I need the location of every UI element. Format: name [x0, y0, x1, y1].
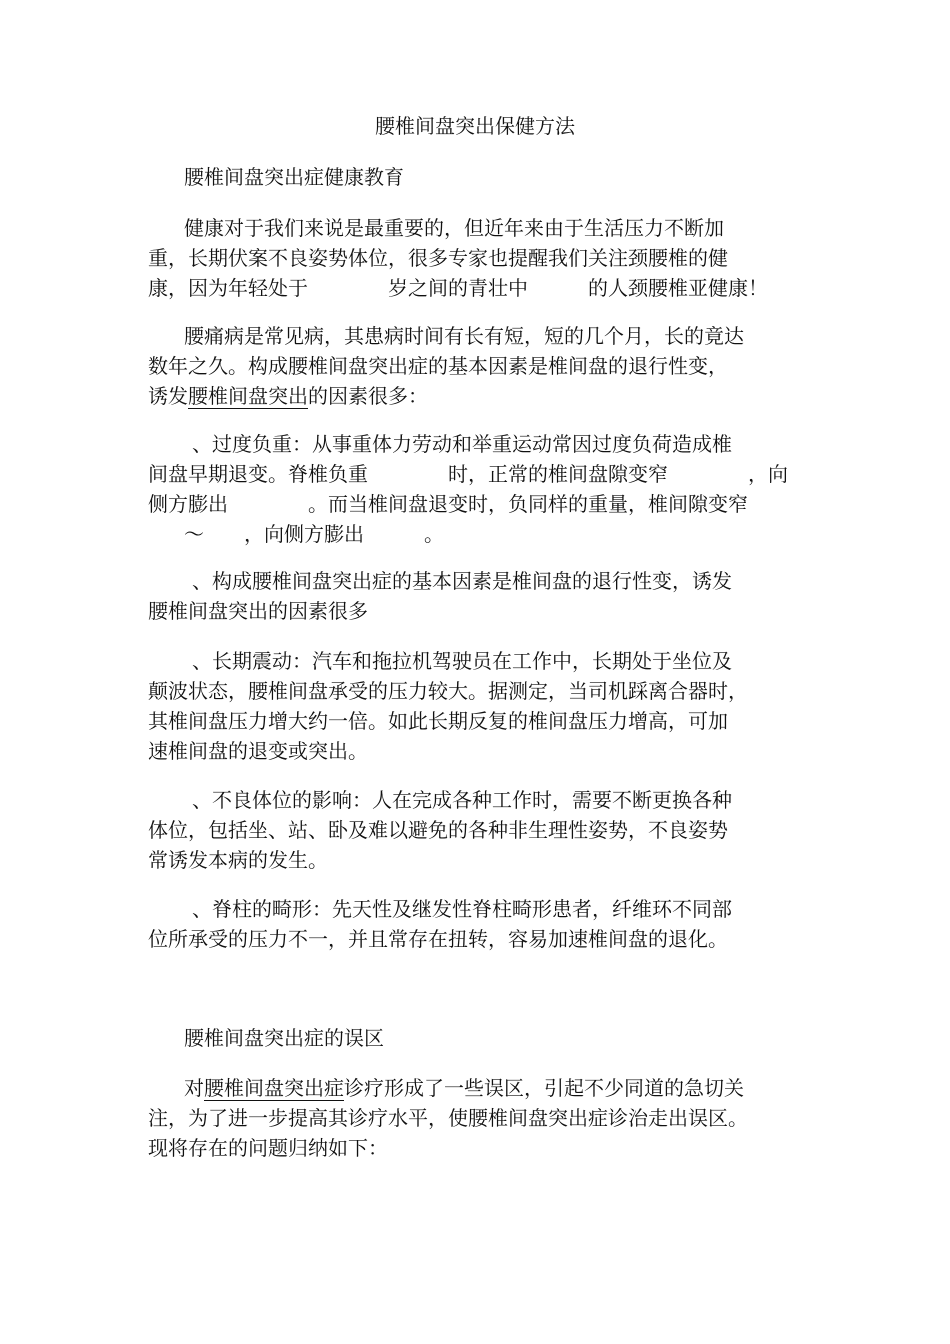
- paragraph-vibration: [148, 646, 808, 766]
- text-line: 其椎间盘压力增大约一倍。如此长期反复的椎间盘压力增高，可加: [148, 709, 728, 733]
- text-line: ～ ，向侧方膨出 。: [184, 522, 444, 546]
- text-line: 健康对于我们来说是最重要的，但近年来由于生活压力不断加: [184, 216, 724, 240]
- paragraph-misconceptions: [148, 1073, 808, 1163]
- text-line: 、长期震动：汽车和拖拉机驾驶员在工作中，长期处于坐位及: [192, 649, 732, 673]
- paragraph-spine-deformity: [148, 894, 808, 954]
- document-title: 腰椎间盘突出保健方法: [375, 114, 575, 138]
- text-line: 、构成腰椎间盘突出症的基本因素是椎间盘的退行性变，诱发: [192, 569, 732, 593]
- paragraph-back-pain: [148, 321, 808, 411]
- text-line: 速椎间盘的退变或突出。: [148, 739, 368, 763]
- text-segment: 对: [184, 1076, 204, 1100]
- text-line: 位所承受的压力不一，并且常存在扭转，容易加速椎间盘的退化。: [148, 927, 728, 951]
- text-line: 、不良体位的影响：人在完成各种工作时，需要不断更换各种: [192, 788, 732, 812]
- text-segment: 诱发: [148, 384, 188, 408]
- text-line: 颠波状态，腰椎间盘承受的压力较大。据测定，当司机踩离合器时，: [148, 679, 748, 703]
- text-line: [148, 381, 808, 411]
- text-line: 腰痛病是常见病，其患病时间有长有短，短的几个月，长的竟达: [184, 324, 744, 348]
- paragraph-posture: [148, 785, 808, 875]
- text-line: 康，因为年轻处于 岁之间的青壮中 的人颈腰椎亚健康！: [148, 276, 768, 300]
- text-line: 腰椎间盘突出的因素很多: [148, 599, 368, 623]
- text-line: 侧方膨出 。而当椎间盘退变时，负同样的重量，椎间隙变窄: [148, 492, 748, 516]
- text-line: 数年之久。构成腰椎间盘突出症的基本因素是椎间盘的退行性变，: [148, 354, 728, 378]
- text-line: [148, 1073, 808, 1103]
- link-lumbar-disc-herniation-disease[interactable]: 腰椎间盘突出症: [204, 1076, 344, 1100]
- text-line: 、过度负重：从事重体力劳动和举重运动常因过度负荷造成椎: [192, 432, 732, 456]
- paragraph-overload: [148, 429, 808, 549]
- text-line: 体位，包括坐、站、卧及难以避免的各种非生理性姿势，不良姿势: [148, 818, 728, 842]
- text-line: 间盘早期退变。脊椎负重 时，正常的椎间盘隙变窄 ，向: [148, 462, 788, 486]
- paragraph-basic-factors: [148, 566, 808, 626]
- text-segment: 的因素很多：: [308, 384, 428, 408]
- text-segment: 诊疗形成了一些误区，引起不少同道的急切关: [344, 1076, 744, 1100]
- text-line: 注，为了进一步提高其诊疗水平，使腰椎间盘突出症诊治走出误区。: [148, 1106, 748, 1130]
- text-line: 常诱发本病的发生。: [148, 848, 328, 872]
- link-lumbar-disc-herniation[interactable]: 腰椎间盘突出: [188, 384, 308, 408]
- paragraph-intro: [148, 213, 808, 303]
- text-line: 、脊柱的畸形：先天性及继发性脊柱畸形患者，纤维环不同部: [192, 897, 732, 921]
- section-heading-misconceptions: 腰椎间盘突出症的误区: [184, 1026, 384, 1050]
- text-line: 现将存在的问题归纳如下：: [148, 1136, 388, 1160]
- text-line: 重，长期伏案不良姿势体位，很多专家也提醒我们关注颈腰椎的健: [148, 246, 728, 270]
- section-heading-health-education: 腰椎间盘突出症健康教育: [184, 165, 404, 189]
